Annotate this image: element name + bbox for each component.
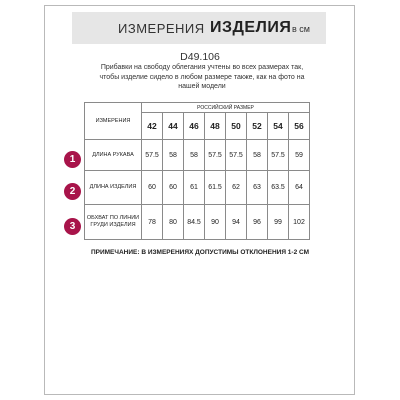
value-cell: 99 — [268, 205, 289, 240]
value-cell: 60 — [163, 171, 184, 205]
table-row — [85, 140, 310, 171]
marker-2-badge: 2 — [64, 183, 81, 200]
value-cell: 62 — [226, 171, 247, 205]
value-cell: 57.5 — [226, 140, 247, 171]
value-cell: 58 — [247, 140, 268, 171]
marker-1-badge: 1 — [64, 151, 81, 168]
value-cell: 58 — [184, 140, 205, 171]
value-cell: 63 — [247, 171, 268, 205]
fit-note: Прибавки на свободу облегания учтены во всех размерах так, чтобы изделие сидело в любом размере также, как на фото на нашей модели — [99, 64, 305, 90]
size-cell: 42 — [142, 113, 163, 140]
header-word-measurements: ИЗМЕРЕНИЯ — [118, 21, 205, 36]
value-cell: 78 — [142, 205, 163, 240]
corner-label: ИЗМЕРЕНИЯ — [85, 103, 142, 140]
size-cell: 52 — [247, 113, 268, 140]
size-cell: 46 — [184, 113, 205, 140]
value-cell: 96 — [247, 205, 268, 240]
value-cell: 57.5 — [205, 140, 226, 171]
value-cell: 80 — [163, 205, 184, 240]
size-cell: 48 — [205, 113, 226, 140]
size-cell: 50 — [226, 113, 247, 140]
marker-3-badge: 3 — [64, 218, 81, 235]
article-number: D49.106 — [180, 51, 220, 63]
size-cell: 44 — [163, 113, 184, 140]
value-cell: 59 — [289, 140, 310, 171]
table-row — [85, 205, 310, 240]
value-cell: 94 — [226, 205, 247, 240]
value-cell: 90 — [205, 205, 226, 240]
value-cell: 63.5 — [268, 171, 289, 205]
value-cell: 58 — [163, 140, 184, 171]
value-cell: 84.5 — [184, 205, 205, 240]
size-cell: 56 — [289, 113, 310, 140]
value-cell: 61.5 — [205, 171, 226, 205]
value-cell: 60 — [142, 171, 163, 205]
header-unit: в см — [292, 24, 310, 34]
table-row — [85, 171, 310, 205]
tolerance-note: ПРИМЕЧАНИЕ: В ИЗМЕРЕНИЯХ ДОПУСТИМЫ ОТКЛОНЕНИЯ 1-2 СМ — [90, 249, 310, 256]
value-cell: 57.5 — [268, 140, 289, 171]
row-label: ОБХВАТ ПО ЛИНИИ ГРУДИ ИЗДЕЛИЯ — [85, 205, 142, 240]
value-cell: 57.5 — [142, 140, 163, 171]
value-cell: 61 — [184, 171, 205, 205]
row-label: ДЛИНА РУКАВА — [85, 140, 142, 171]
size-cell: 54 — [268, 113, 289, 140]
table-header-row — [85, 103, 310, 113]
row-label: ДЛИНА ИЗДЕЛИЯ — [85, 171, 142, 205]
size-table — [84, 102, 310, 240]
value-cell: 64 — [289, 171, 310, 205]
header-word-product: ИЗДЕЛИЯ — [210, 19, 292, 36]
value-cell: 102 — [289, 205, 310, 240]
size-group-label: РОССИЙСКИЙ РАЗМЕР — [142, 103, 310, 113]
